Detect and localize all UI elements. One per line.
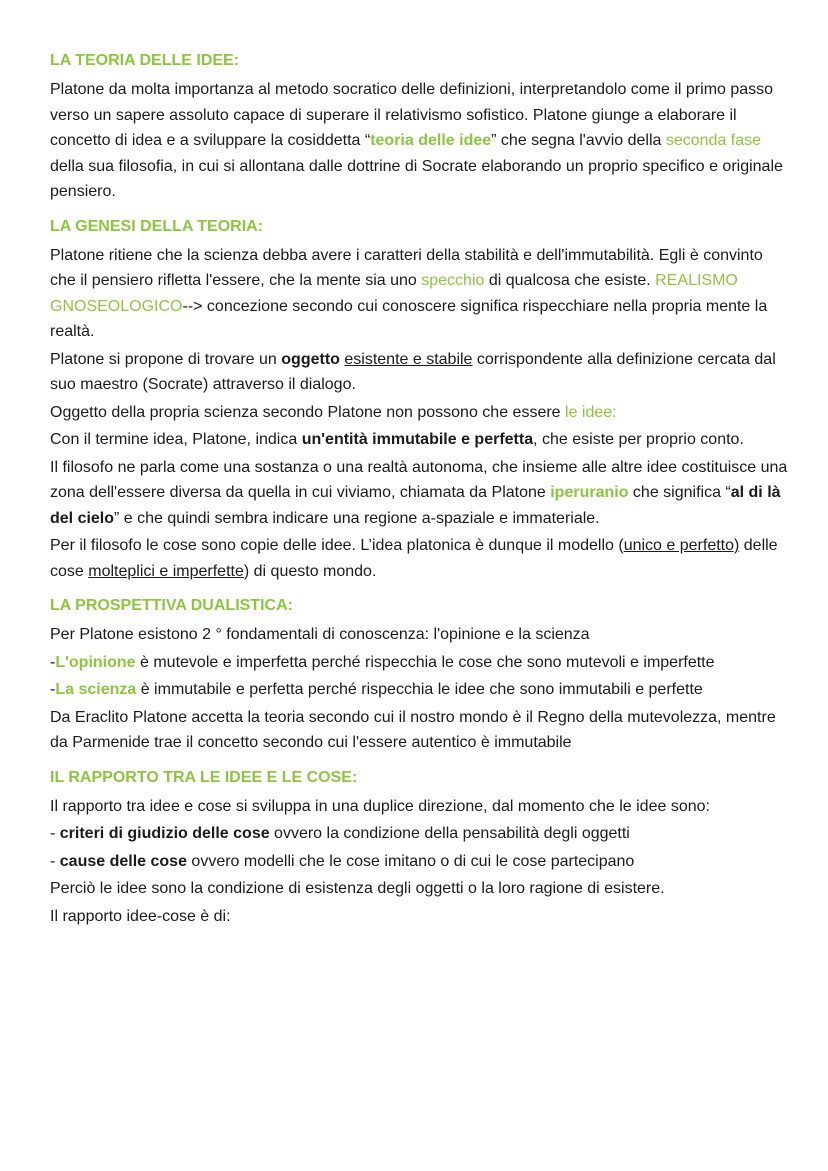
paragraph [50, 677, 788, 703]
paragraph [50, 243, 788, 345]
paragraph [50, 533, 788, 584]
paragraph: Da Eraclito Platone accetta la teoria secondo cui il nostro mondo è il Regno della mutevolezza, mentre da Parmenide trae il concetto secondo cui l'essere autentico è immutabile [50, 708, 776, 751]
paragraph: Perciò le idee sono la condizione di esistenza degli oggetti o la loro ragione di esistere. [50, 880, 665, 897]
paragraph [50, 849, 788, 875]
section-teoria-delle-idee [50, 49, 788, 205]
text: Oggetto della propria scienza secondo Platone non possono che essere [50, 403, 566, 421]
section-heading: LA TEORIA DELLE IDEE: [50, 52, 240, 69]
paragraph [50, 427, 788, 453]
text: ovvero la condizione della pensabilità degli oggetti [269, 825, 630, 842]
text: - [50, 653, 56, 671]
highlight-term: teoria delle idee [370, 132, 492, 149]
text: è mutevole e imperfetta perché rispecchia le cose che sono mutevoli e imperfette [135, 653, 715, 671]
text: - [50, 825, 60, 842]
section-rapporto-idee-cose [50, 766, 788, 930]
section-genesi-della-teoria [50, 215, 788, 585]
text: ) di questo mondo. [243, 562, 377, 580]
bold-term: cause delle cose [59, 852, 187, 870]
paragraph: Il rapporto idee-cose è di: [50, 907, 231, 925]
highlight-term: REALISMO GNOSEOLOGICO [50, 272, 738, 315]
highlight-term: La scienza [55, 681, 137, 698]
paragraph [50, 455, 788, 532]
text: - [50, 852, 60, 870]
highlight-term: L'opinione [55, 653, 136, 671]
paragraph [50, 77, 788, 205]
paragraph [50, 400, 788, 426]
highlight-term: iperuranio [550, 484, 629, 501]
text: è immutabile e perfetta perché rispecchia le idee che sono immutabili e perfette [136, 681, 703, 698]
section-heading: LA GENESI DELLA TEORIA: [50, 217, 264, 235]
underlined-term: molteplici e imperfette [88, 562, 244, 580]
highlight-term: seconda fase [665, 132, 762, 149]
text: ovvero modelli che le cose imitano o di cui le cose partecipano [186, 852, 635, 870]
section-heading: IL RAPPORTO TRA LE IDEE E LE COSE: [50, 768, 358, 786]
highlight-term: specchio [421, 272, 485, 289]
paragraph [50, 821, 788, 847]
section-heading: LA PROSPETTIVA DUALISTICA: [50, 597, 293, 614]
text: ” che segna l'avvio della [491, 132, 666, 149]
text: ” e che quindi sembra indicare una regione a-spaziale e immateriale. [114, 509, 600, 527]
paragraph [50, 347, 788, 398]
bold-term: criteri di giudizio delle cose [59, 825, 270, 842]
underlined-term: unico e perfetto) [623, 537, 740, 554]
paragraph: Il rapporto tra idee e cose si sviluppa in una duplice direzione, dal momento che le idee sono: [50, 797, 710, 815]
text: , che esiste per proprio conto. [533, 431, 744, 448]
paragraph [50, 650, 788, 676]
section-prospettiva-dualistica [50, 594, 788, 756]
bold-term: al di là del cielo [50, 484, 781, 527]
paragraph: Per Platone esistono 2 ° fondamentali di conoscenza: l'opinione e la scienza [50, 626, 590, 643]
text: delle cose [50, 537, 778, 580]
text: --> concezione secondo cui conoscere significa rispecchiare nella propria mente la realtà. [50, 297, 768, 340]
text: Platone si propone di trovare un [50, 350, 282, 368]
text: Platone da molta importanza al metodo socratico delle definizioni, interpretandolo come il primo passo verso un sapere assoluto capace di superare il relativismo sofistico. Platone giunge a elaborare il concetto di idea e a sviluppare la cosiddetta “ [50, 81, 774, 149]
bold-term: un'entità immutabile e perfetta [301, 431, 534, 448]
text: che significa “ [628, 484, 731, 501]
text: della sua filosofia, in cui si allontana dalle dottrine di Socrate elaborando un proprio specifico e originale pensiero. [50, 157, 783, 200]
text: Il filosofo ne parla come una sostanza o una realtà autonoma, che insieme alle altre idee costituisce una zona dell'essere diversa da quella in cui viviamo, chiamata da Platone [50, 458, 788, 501]
text: Con il termine idea, Platone, indica [50, 431, 302, 448]
highlight-term: le idee: [565, 403, 617, 421]
text: Per il filosofo le cose sono copie delle idee. L’idea platonica è dunque il modello ( [50, 537, 624, 554]
underlined-term: esistente e stabile [344, 350, 473, 368]
text: - [50, 681, 56, 698]
text: Platone ritiene che la scienza debba avere i caratteri della stabilità e dell'immutabilità. Egli è convinto che il pensiero rifletta l'essere, che la mente sia uno [50, 246, 763, 289]
bold-term: oggetto [281, 350, 340, 368]
text: di qualcosa che esiste. [484, 272, 656, 289]
text: corrispondente alla definizione cercata dal suo maestro (Socrate) attraverso il dialogo. [50, 350, 776, 393]
